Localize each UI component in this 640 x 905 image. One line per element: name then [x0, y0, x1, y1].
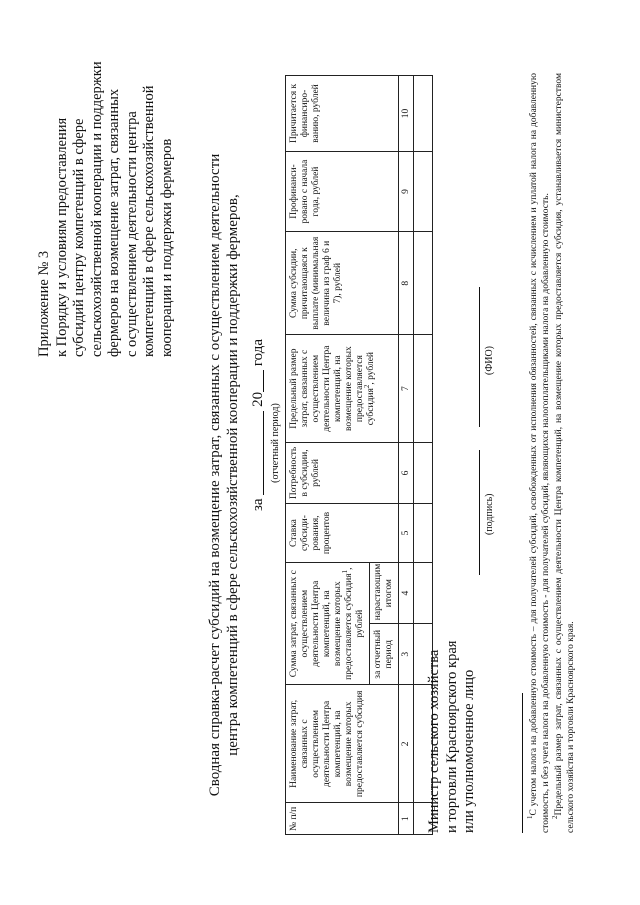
empty-cell	[414, 76, 433, 152]
reporting-period-row	[249, 295, 267, 555]
footnote-ref-2: 2	[362, 384, 371, 389]
header-col-2: Наименование затрат, связанных с осуществлением деятельности Центра компетенций, на возмещение которых предоставляется субсидия	[286, 685, 399, 803]
footnote-1	[525, 73, 552, 833]
signatory-block	[426, 533, 479, 833]
signature-caption: (подпись)	[484, 493, 495, 535]
appendix-line: фермеров на возмещение затрат, связанных	[106, 88, 122, 357]
header-col-7	[286, 335, 399, 443]
signature-line	[479, 450, 480, 575]
signatory-line-1: Министр сельского хозяйства	[426, 649, 442, 833]
appendix-line: Приложение № 3	[36, 250, 52, 357]
title-line-1: Сводная справка-расчет субсидий на возмещение затрат, связанных с осуществлением деятельности	[207, 153, 223, 797]
header-col-7-unit: , рублей	[366, 352, 376, 385]
period-hint: (отчетный период)	[270, 403, 281, 483]
empty-cell	[414, 232, 433, 335]
header-col-8: Сумма субсидии, причитающаяся к выплате (минимальная величина из граф 6 и 7), рублей	[286, 232, 399, 335]
header-col-5: Ставка субсиди-рования, процентов	[286, 504, 399, 563]
header-col-3-4-unit: , рублей	[344, 567, 365, 638]
column-number: 3	[399, 624, 414, 685]
column-number: 1	[399, 803, 414, 835]
header-col-4: нарастающим итогом	[370, 563, 399, 624]
header-col-9: Профинанси-ровано с начала года, рублей	[286, 151, 399, 231]
header-col-3: за отчетный период	[370, 624, 399, 685]
signatory-line-3: или уполномоченное лицо	[461, 669, 477, 833]
header-col-7-text: Предельный размер затрат, связанных с осуществлением деятельности Центра компетенций, на возмещение которых предоставляется субсидия	[289, 345, 376, 432]
appendix-line: субсидий центру компетенций в сфере	[71, 118, 87, 357]
column-number: 2	[399, 685, 414, 803]
column-number: 7	[399, 335, 414, 443]
footnotes	[525, 73, 578, 833]
footnote-2	[550, 73, 577, 833]
footnote-divider	[522, 693, 523, 833]
appendix-line: к Порядку и условиям предоставления	[53, 117, 70, 357]
column-number: 4	[399, 563, 414, 624]
empty-cell	[414, 335, 433, 443]
column-number: 5	[399, 504, 414, 563]
empty-cell	[414, 151, 433, 231]
column-number: 9	[399, 151, 414, 231]
calculation-table	[285, 75, 433, 835]
column-number: 10	[399, 76, 414, 152]
name-line	[479, 287, 480, 427]
column-number: 6	[399, 442, 414, 503]
title-line-2: центра компетенций в сфере сельскохозяйственной кооперации и поддержки фермеров,	[225, 194, 241, 756]
header-row	[286, 76, 370, 835]
header-col-3-4-group	[286, 563, 370, 685]
name-caption: (ФИО)	[484, 345, 495, 375]
appendix-header	[36, 27, 176, 357]
appendix-line: с осуществлением деятельности центра	[123, 111, 140, 357]
header-col-3-4-text: Сумма затрат, связанных с осуществлением деятельности Центра компетенций, на возмещение которых предоставляется субсидия	[289, 570, 354, 680]
header-col-1: № п/п	[286, 803, 399, 835]
appendix-line: компетенций в сфере сельскохозяйственной	[141, 85, 157, 357]
year-blank	[249, 370, 264, 392]
document-title	[206, 125, 242, 825]
za-label: за	[250, 498, 266, 511]
year-suffix: года	[250, 339, 266, 367]
header-col-10: Причитается к финансиро-ванию, рублей	[286, 76, 399, 152]
footnote-1-mark: 1	[525, 815, 534, 819]
column-number: 8	[399, 232, 414, 335]
header-col-6: Потребность в субсидии, рублей	[286, 442, 399, 503]
signatory-line-2: и торговли Красноярского края	[443, 640, 460, 833]
footnote-ref-1: 1	[340, 569, 349, 574]
footnote-1-text: С учетом налога на добавленную стоимость – для получателей субсидий, освобожденных от исполнения обязанностей, связанных с исчислением и уплатой налога на добавленную стоимость, и без учета налога на добавленную стоимость - для получателей субсидий, являющихся налогоплательщиками налога на добавленную стоимость.	[529, 73, 551, 833]
appendix-line: кооперации и поддержки фермеров	[158, 138, 175, 357]
year-prefix: 20	[250, 391, 266, 407]
appendix-line: сельскохозяйственной кооперации и поддержки	[88, 61, 105, 357]
footnote-2-text: Предельный размер затрат, связанных с осуществлением деятельности Центра компетенций, на возмещение которых предоставляется субсидия, устанавливается министерством сельского хозяйства и торговли Красноярского края.	[554, 73, 576, 833]
footnote-2-mark: 2	[550, 815, 559, 819]
column-number-row	[399, 76, 414, 835]
period-blank	[249, 411, 264, 495]
empty-cell	[414, 442, 433, 503]
